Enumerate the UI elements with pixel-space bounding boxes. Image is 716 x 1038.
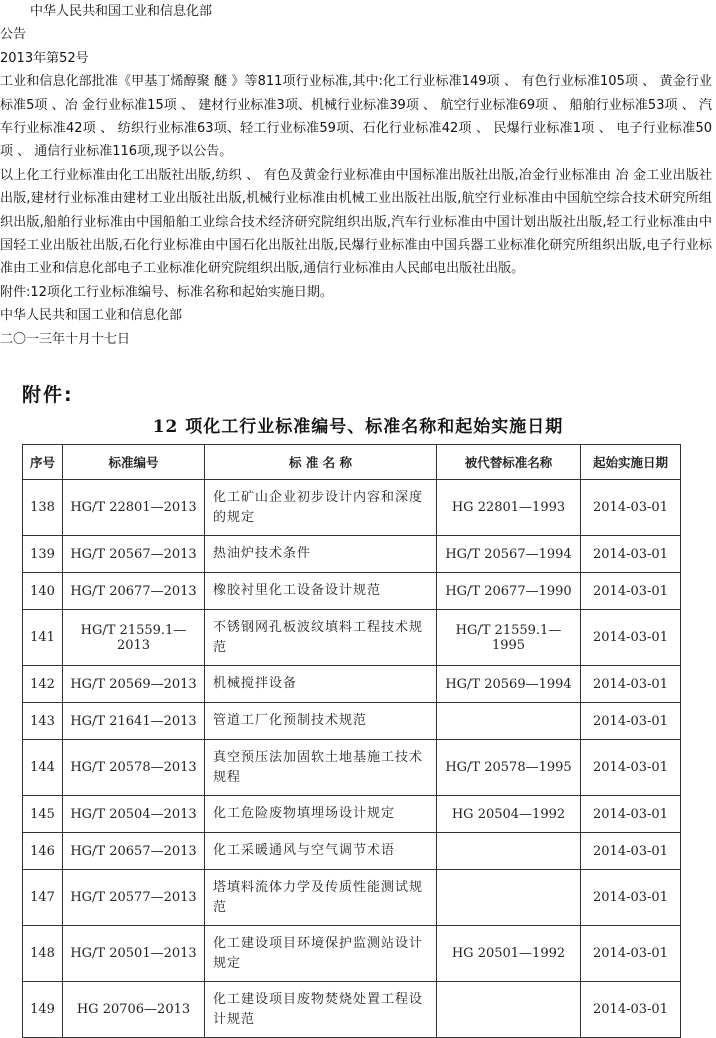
attachment-scan	[0, 372, 716, 1038]
cell-seq: 146	[23, 833, 63, 870]
cell-replaced	[437, 833, 581, 870]
cell-code: HG/T 22801—2013	[63, 480, 205, 536]
cell-date: 2014-03-01	[581, 573, 681, 610]
cell-replaced: HG 22801—1993	[437, 480, 581, 536]
table-row	[23, 796, 681, 833]
table-row	[23, 833, 681, 870]
cell-name: 化工采暖通风与空气调节术语	[205, 833, 437, 870]
cell-code: HG/T 20501—2013	[63, 926, 205, 982]
table-row	[23, 610, 681, 666]
cell-seq: 138	[23, 480, 63, 536]
cell-date: 2014-03-01	[581, 536, 681, 573]
cell-seq: 144	[23, 740, 63, 796]
table-row	[23, 573, 681, 610]
cell-replaced: HG/T 20567—1994	[437, 536, 581, 573]
cell-seq: 145	[23, 796, 63, 833]
table-row	[23, 480, 681, 536]
cell-replaced: HG/T 20677—1990	[437, 573, 581, 610]
cell-date: 2014-03-01	[581, 870, 681, 926]
cell-seq: 139	[23, 536, 63, 573]
cell-replaced: HG/T 20578—1995	[437, 740, 581, 796]
cell-date: 2014-03-01	[581, 703, 681, 740]
cell-name: 管道工厂化预制技术规范	[205, 703, 437, 740]
cell-name: 真空预压法加固软土地基施工技术规程	[205, 740, 437, 796]
attachment-heading: 附件:	[22, 384, 74, 406]
cell-seq: 143	[23, 703, 63, 740]
cell-date: 2014-03-01	[581, 666, 681, 703]
cell-date: 2014-03-01	[581, 833, 681, 870]
cell-code: HG/T 21641—2013	[63, 703, 205, 740]
doc-type: 公告	[0, 27, 27, 43]
cell-code: HG 20706—2013	[63, 982, 205, 1038]
notice-paragraph-1: 工业和信息化部批准《甲基丁烯醇聚 醚 》等811项行业标准,其中:化工行业标准149项 、 有色行业标准105项 、 黄金行业标准5项 、冶 金行业标准15项 、 建材行业标准3项、机械行业标准39项 、 航空行业标准69项 、 船舶行业标准53项 、 汽车行业标准42项 、 纺织行业标准63项、轻工行业标准59项、石化行业标准42项 、 民爆行业标准1项 、 电子行业标准50项 、 通信行业标准116项,现予以公告。	[0, 74, 712, 160]
table-row	[23, 703, 681, 740]
doc-number: 2013年第52号	[0, 50, 89, 66]
ministry-name-top: 中华人民共和国工业和信息化部	[30, 4, 213, 19]
table-row	[23, 870, 681, 926]
cell-date: 2014-03-01	[581, 740, 681, 796]
cell-date: 2014-03-01	[581, 982, 681, 1038]
cell-seq: 149	[23, 982, 63, 1038]
cell-date: 2014-03-01	[581, 610, 681, 666]
cell-name: 不锈钢网孔板波纹填料工程技术规范	[205, 610, 437, 666]
table-row	[23, 666, 681, 703]
table-row	[23, 982, 681, 1038]
cell-name: 热油炉技术条件	[205, 536, 437, 573]
cell-code: HG/T 20657—2013	[63, 833, 205, 870]
table-title: 12 项化工行业标准编号、标准名称和起始实施日期	[152, 417, 564, 437]
cell-seq: 148	[23, 926, 63, 982]
cell-date: 2014-03-01	[581, 480, 681, 536]
cell-replaced: HG 20501—1992	[437, 926, 581, 982]
cell-replaced: HG 20504—1992	[437, 796, 581, 833]
cell-code: HG/T 21559.1—2013	[63, 610, 205, 666]
cell-date: 2014-03-01	[581, 926, 681, 982]
notice-date: 二〇一三年十月十七日	[0, 331, 131, 347]
cell-name: 机械搅拌设备	[205, 666, 437, 703]
cell-code: HG/T 20567—2013	[63, 536, 205, 573]
table-header-row	[23, 445, 681, 480]
cell-replaced	[437, 870, 581, 926]
cell-code: HG/T 20569—2013	[63, 666, 205, 703]
cell-code: HG/T 20677—2013	[63, 573, 205, 610]
standards-table	[22, 444, 681, 1038]
cell-name: 橡胶衬里化工设备设计规范	[205, 573, 437, 610]
cell-seq: 147	[23, 870, 63, 926]
cell-name: 化工建设项目废物焚烧处置工程设计规范	[205, 982, 437, 1038]
header-name: 标 准 名 称	[205, 445, 437, 480]
cell-replaced	[437, 982, 581, 1038]
table-row	[23, 926, 681, 982]
cell-date: 2014-03-01	[581, 796, 681, 833]
cell-seq: 142	[23, 666, 63, 703]
header-replaced: 被代替标准名称	[437, 445, 581, 480]
cell-replaced	[437, 703, 581, 740]
attachment-note: 附件:12项化工行业标准编号、标准名称和起始实施日期。	[0, 284, 333, 300]
table-row	[23, 536, 681, 573]
cell-name: 塔填料流体力学及传质性能测试规范	[205, 870, 437, 926]
notice-paragraph-2: 以上化工行业标准由化工出版社出版,纺织 、 有色及黄金行业标准由中国标准出版社出版,冶金行业标准由 冶 金工业出版社出版,建材行业标准由建材工业出版社出版,机械行业标准由机械工业出版社出版,航空行业标准由中国航空综合技术研究所组织出版,船舶行业标准由中国船舶工业综合技术经济研究院组织出版,汽车行业标准由中国计划出版社出版,轻工行业标准由中国轻工业出版社出版,石化行业标准由中国石化出版社出版,民爆行业标准由中国兵器工业标准化研究所组织出版,电子行业标准由工业和信息化部电子工业标准化研究院组织出版,通信行业标准由人民邮电出版社出版。	[0, 167, 712, 277]
notice-text	[0, 0, 716, 351]
header-date: 起始实施日期	[581, 445, 681, 480]
cell-code: HG/T 20578—2013	[63, 740, 205, 796]
cell-name: 化工危险废物填埋场设计规定	[205, 796, 437, 833]
cell-name: 化工建设项目环境保护监测站设计规定	[205, 926, 437, 982]
cell-replaced: HG/T 20569—1994	[437, 666, 581, 703]
table-row	[23, 740, 681, 796]
ministry-name-bottom: 中华人民共和国工业和信息化部	[0, 308, 183, 324]
cell-seq: 140	[23, 573, 63, 610]
cell-code: HG/T 20504—2013	[63, 796, 205, 833]
cell-name: 化工矿山企业初步设计内容和深度的规定	[205, 480, 437, 536]
cell-replaced: HG/T 21559.1—1995	[437, 610, 581, 666]
cell-code: HG/T 20577—2013	[63, 870, 205, 926]
cell-seq: 141	[23, 610, 63, 666]
header-code: 标准编号	[63, 445, 205, 480]
header-seq: 序号	[23, 445, 63, 480]
